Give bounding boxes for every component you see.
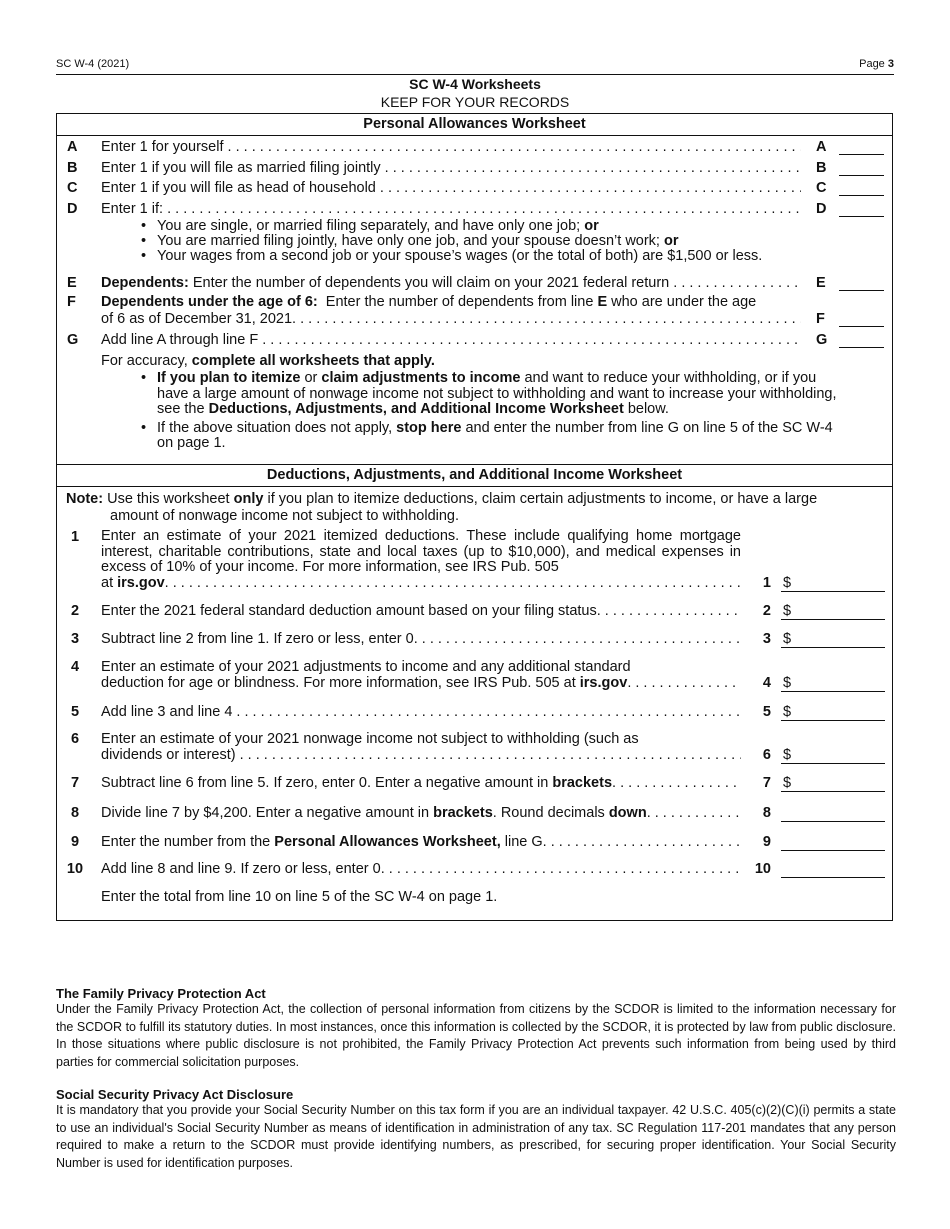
deductions-worksheet: Deductions, Adjustments, and Additional Income Worksheet Note: Use this worksheet only if you plan to itemize deductions, claim certain adjustments to income, or have a large amount of nonwage income not subject to withholding. 1 Enter an estimate of your 2021 itemized deductions. These include qualifying home mortgage interest, charitable contributions, state and local taxes (up to $10,000), and medical expenses in excess of 10% of your income. For more information, see IRS Pub. 505 at irs.gov. . . . 1 $ 2 Enter the 2021 federal standard deduction amount based on your filing status. . . . 2 $ 3 Subtract line 2 from line 1. If zero or less, enter 0. . . . 3 $ 4 Enter an estimate of your 2021 adjustments to income and any additional standard deduction for age or blindness. For more information, see IRS Pub. 505 at irs.gov. . . . 4 $ 5 Add line 3 and line 4 . . . 5 $ 6 Enter an estimate of your 2021 nonwage income not subject to withholding (such as dividends or interest) . . . 6 $ 7 Subtract line 6 from line 5. If zero, enter 0. Enter a negative amount in brackets. . . . 7 $ 8 Divide line 7 by $4,200. Enter a negative amount in brackets. Round decimals down. . . . 8 9 Enter the number from the Personal Allowances Worksheet, line G. . . . 9 10 Add line 8 and line 9. If zero or less, enter 0. . . . 10 Enter the total from line 10 on line 5 of the SC W-4 on page 1. <box>56 465 893 921</box>
ded-line-3-input[interactable] <box>781 631 885 648</box>
page-number: Page 3 <box>859 58 894 70</box>
ded-line-8-input[interactable] <box>781 805 885 822</box>
ded-line-6-input[interactable] <box>781 747 885 764</box>
ded-line-2-input[interactable] <box>781 603 885 620</box>
line-g-input[interactable] <box>839 332 884 348</box>
ded-line-5-input[interactable] <box>781 704 885 721</box>
ssn-disclosure-title: Social Security Privacy Act Disclosure <box>56 1087 294 1102</box>
ded-line-1-input[interactable] <box>781 575 885 592</box>
ssn-disclosure-body: It is mandatory that you provide your Social Security Number on this tax form if you are an individual taxpayer. 42 U.S.C. 405(c)(2)(C)(i) permits a state to use an individual's Social Security Number as means of identification in administration of any tax. SC Regulation 117-201 mandates that any person required to make a return to the SCDOR must provide identifying numbers, as prescribed, for securing proper identification. Your Social Security Number is used for identification purposes. <box>56 1103 896 1170</box>
line-f-input[interactable] <box>839 311 884 327</box>
line-d-conditions: • You are single, or married filing separately, and have only one job; or • You are married filing jointly, have only one job, and your spouse doesn’t work; or • Your wages from a second job or your spouse’s wages (or the total of both) are $1,500 or less. <box>141 219 762 264</box>
ded-line-1: 1 Enter an estimate of your 2021 itemized deductions. These include qualifying home mortgage interest, charitable contributions, state and local taxes (up to $10,000), and medical expenses in excess of 10% of your income. For more information, see IRS Pub. 505 <box>70 528 741 575</box>
line-b-input[interactable] <box>839 160 884 176</box>
deductions-worksheet-heading: Deductions, Adjustments, and Additional Income Worksheet <box>266 467 683 483</box>
personal-worksheet-heading: Personal Allowances Worksheet <box>363 116 586 132</box>
personal-allowances-worksheet: Personal Allowances Worksheet A Enter 1 for yourself . . . A B Enter 1 if you will file as married filing jointly . . . B C Enter 1 if you will file as head of household . . . C D Enter 1 if: . . . D • You are single, or married filing separately, and have only one job; or • You are married filing jointly, have only one job, and your spouse doesn’t work; or • Your wages from a second job or your spouse’s wages (or the total of both) are $1,500 or less. E Dependents: Enter the number of dependents you will claim on your 2021 federal return . . . E F Dependents under the age of 6: Enter the number of dependents from line E who are under the age of 6 as of December 31, 2021. . . . F G Add line A through line F . . . G For accuracy, complete all worksheets that apply. • If you plan to itemize or claim adjustments to income and want to reduce your withholding, or if you have a large amount of nonwage income not subject to withholding and want to increase your withholding, see the Deductions, Adjustments, and Additional Income Worksheet below. • If the above situation does not apply, stop here and enter the number from line G on line 5 of the SC W-4 on page 1. <box>56 113 893 465</box>
line-a-input[interactable] <box>839 139 884 155</box>
ded-line-9-input[interactable] <box>781 834 885 851</box>
heading-rule-2 <box>57 486 892 487</box>
line-c-input[interactable] <box>839 180 884 196</box>
ded-line-4-input[interactable] <box>781 675 885 692</box>
heading-rule <box>57 135 892 136</box>
ded-line-10-input[interactable] <box>781 861 885 878</box>
privacy-act-title: The Family Privacy Protection Act <box>56 986 266 1001</box>
line-d-input[interactable] <box>839 201 884 217</box>
page-subtitle: KEEP FOR YOUR RECORDS <box>380 94 570 110</box>
instruction-list: • If you plan to itemize or claim adjustments to income and want to reduce your withholding, or if you have a large amount of nonwage income not subject to withholding and want to increase your withholding, see the Deductions, Adjustments, and Additional Income Worksheet below. • If the above situation does not apply, stop here and enter the number from line G on line 5 of the SC W-4 on page 1. <box>141 371 841 455</box>
ssn-disclosure-section <box>56 1087 896 1172</box>
form-id: SC W-4 (2021) <box>56 58 130 70</box>
line-e-input[interactable] <box>839 275 884 291</box>
page-title: SC W-4 Worksheets <box>409 76 541 92</box>
ded-line-7-input[interactable] <box>781 775 885 792</box>
privacy-act-section <box>56 986 896 1071</box>
top-divider <box>56 74 894 75</box>
privacy-act-body: Under the Family Privacy Protection Act, the collection of personal information from citizens by the SCDOR is limited to the information necessary for the SCDOR to fulfill its statutory duties. In most instances, once this information is collected by the SCDOR, it is protected by law from public disclosure. In those situations where public disclosure is not prohibited, the Family Privacy Protection Act prevents such information from being used by third parties for commercial solicitation purposes. <box>56 1002 896 1069</box>
